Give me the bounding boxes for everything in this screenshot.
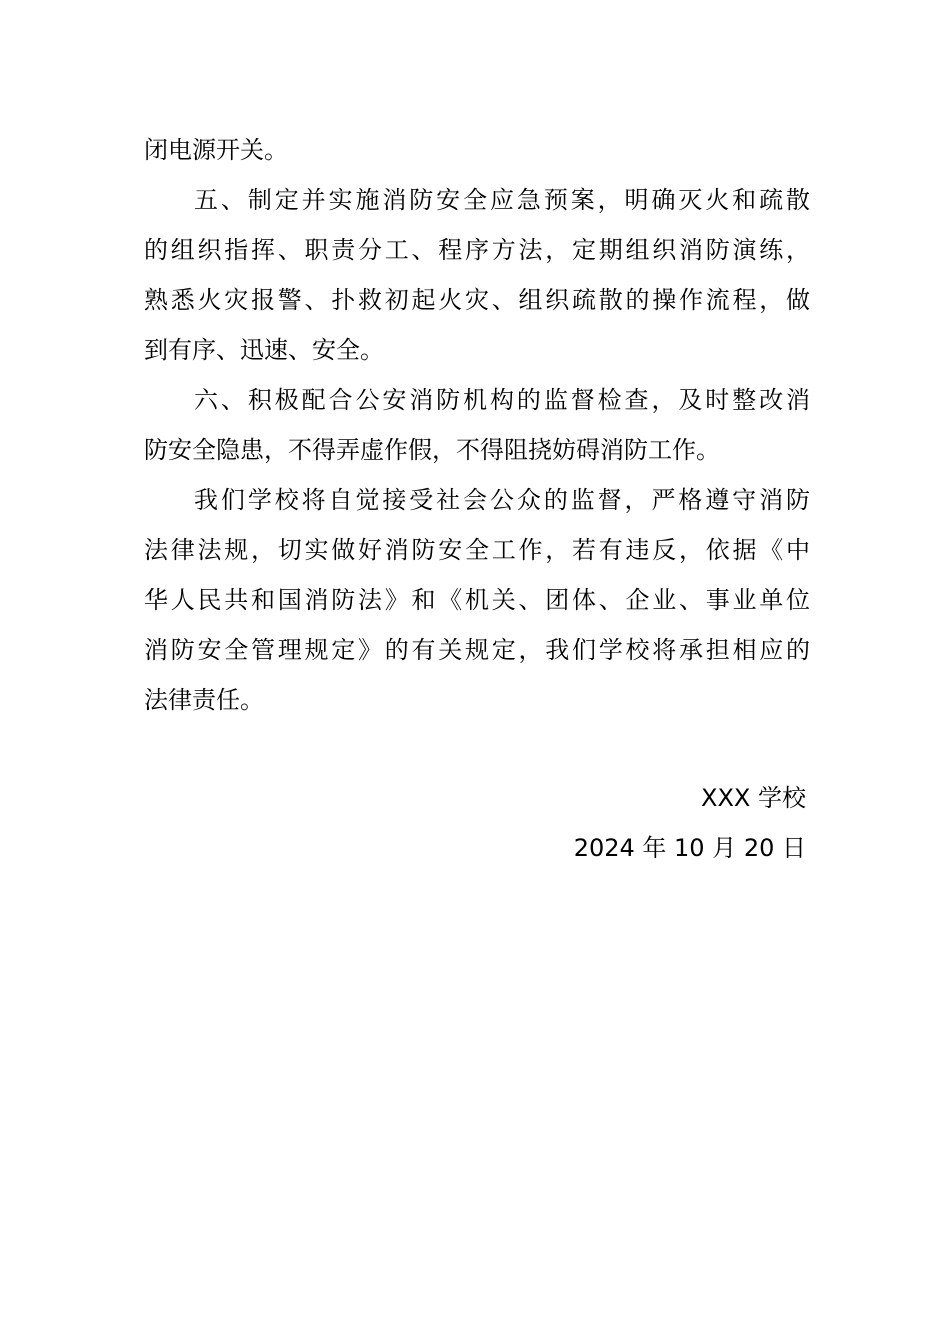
closing-paragraph-line-2: 法律法规，切实做好消防安全工作，若有违反，依据《中 [144, 536, 810, 564]
document-body [144, 125, 810, 725]
closing-paragraph-line-5: 法律责任。 [144, 686, 264, 714]
paragraph-6-line-2: 防安全隐患，不得弄虚作假，不得阻挠妨碍消防工作。 [144, 436, 720, 464]
signature-organization: XXX 学校 [701, 784, 806, 812]
closing-paragraph-line-1: 我们学校将自觉接受社会公众的监督，严格遵守消防 [194, 486, 810, 514]
closing-paragraph-line-3: 华人民共和国消防法》和《机关、团体、企业、事业单位 [144, 586, 810, 614]
closing-paragraph-line-4: 消防安全管理规定》的有关规定，我们学校将承担相应的 [144, 636, 810, 664]
paragraph-5-line-4: 到有序、迅速、安全。 [144, 336, 384, 364]
paragraph-4-end-line: 闭电源开关。 [144, 136, 288, 164]
signature-block [144, 773, 806, 873]
signature-date: 2024 年 10 月 20 日 [573, 834, 806, 862]
paragraph-5-line-2: 的组织指挥、职责分工、程序方法，定期组织消防演练， [144, 236, 810, 264]
paragraph-5-line-1: 五、制定并实施消防安全应急预案，明确灭火和疏散 [194, 186, 810, 214]
paragraph-6-line-1: 六、积极配合公安消防机构的监督检查，及时整改消 [194, 386, 810, 414]
paragraph-5-line-3: 熟悉火灾报警、扑救初起火灾、组织疏散的操作流程，做 [144, 286, 810, 314]
